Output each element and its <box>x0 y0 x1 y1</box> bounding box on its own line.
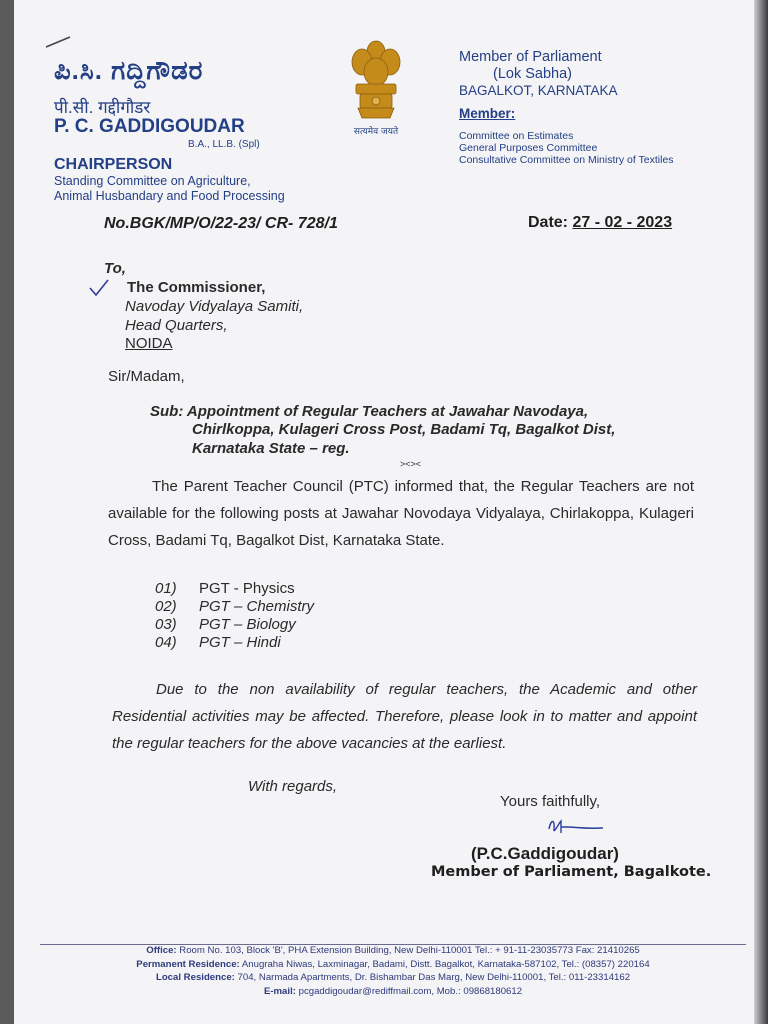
closing-regards: With regards, <box>248 778 338 795</box>
committee-line-1: Standing Committee on Agriculture, <box>54 174 251 188</box>
footer-local-text: 704, Narmada Apartments, Dr. Bishambar Das Marg, New Delhi-110001, Tel.: 011-23314162 <box>237 972 631 983</box>
member-committee-1: Committee on Estimates <box>459 130 574 142</box>
member-committee-2: General Purposes Committee <box>459 142 598 154</box>
address-to: To, <box>104 260 126 277</box>
pen-mark <box>44 35 72 49</box>
post-item-1 <box>155 580 295 597</box>
footer-office-label: Office: <box>146 945 177 956</box>
signatory-title: Member of Parliament, Bagalkote. <box>431 864 712 880</box>
paragraph-1-text: The Parent Teacher Council (PTC) informed that, the Regular Teachers are not available for the following posts at Jawahar Novodaya Vidyalaya, Chirlakoppa, Kulageri Cross, Badami Tq, Bagalkot Dist, Karnataka State. <box>108 478 694 549</box>
post-item-4 <box>155 634 281 651</box>
footer-permanent <box>40 958 746 972</box>
mp-title: Member of Parliament <box>459 49 602 65</box>
post-number: 03) <box>155 616 177 633</box>
name-english: P. C. GADDIGOUDAR <box>54 116 245 137</box>
footer-local <box>40 971 746 985</box>
post-number: 02) <box>155 598 177 615</box>
footer-local-label: Local Residence: <box>155 972 235 983</box>
subject-line-2: Chirlkoppa, Kulageri Cross Post, Badami Tq, Bagalkot Dist, <box>192 421 616 438</box>
date-line <box>528 214 672 232</box>
date-label: Date: <box>528 214 569 231</box>
signature-mark <box>545 815 607 839</box>
member-committee-3: Consultative Committee on Ministry of Textiles <box>459 154 674 166</box>
post-label: PGT – Biology <box>199 616 296 633</box>
name-kannada: ಪಿ.ಸಿ. ಗದ್ದಿಗೌಡರ <box>54 55 204 85</box>
paragraph-2-text: Due to the non availability of regular teachers, the Academic and other Residential activities may be affected. Therefore, please look in to matter and appoint the regular teachers for the above vacancies at the earliest. <box>112 681 697 752</box>
salutation: Sir/Madam, <box>108 368 185 385</box>
footer-email-text: pcgaddigoudar@rediffmail.com, Mob.: 09868180612 <box>298 985 523 997</box>
post-item-2 <box>155 598 314 615</box>
footer-office <box>40 944 746 958</box>
address-line-2: Navoday Vidyalaya Samiti, <box>125 298 304 315</box>
committee-line-2: Animal Husbandary and Food Processing <box>54 189 285 203</box>
national-emblem-icon <box>340 36 412 140</box>
checkmark-icon <box>88 278 110 298</box>
address-line-1: The Commissioner, <box>127 279 266 296</box>
closing-faithfully: Yours faithfully, <box>500 793 601 810</box>
post-number: 04) <box>155 634 177 651</box>
page-edge-shadow <box>754 0 768 1024</box>
address-line-3: Head Quarters, <box>125 317 228 334</box>
subject-line-3: Karnataka State – reg. <box>192 440 350 457</box>
degree: B.A., LL.B. (Spl) <box>188 139 260 150</box>
post-number: 01) <box>155 580 177 597</box>
paragraph-1 <box>108 473 694 554</box>
subject-separator: ><>< <box>400 459 422 469</box>
footer-email-label: E-mail: <box>263 985 296 997</box>
footer <box>40 944 746 998</box>
name-hindi: पी.सी. गद्दीगौडर <box>54 98 151 117</box>
mp-house: (Lok Sabha) <box>493 66 572 82</box>
post-item-3 <box>155 616 296 633</box>
paragraph-2 <box>112 676 697 757</box>
footer-permanent-text: Anugraha Niwas, Laxminagar, Badami, Distt. Bagalkot, Karnataka-587102, Tel.: (08357) 220164 <box>241 958 650 970</box>
chair-title: CHAIRPERSON <box>54 156 173 173</box>
footer-permanent-label: Permanent Residence: <box>136 958 240 970</box>
emblem-motto: सत्यमेव जयते <box>353 127 399 137</box>
member-label: Member: <box>459 106 516 121</box>
subject-line-1: Sub: Appointment of Regular Teachers at Jawahar Navodaya, <box>150 403 589 420</box>
post-label: PGT – Chemistry <box>199 598 315 615</box>
signatory-name: (P.C.Gaddigoudar) <box>471 844 619 863</box>
mp-constituency: BAGALKOT, KARNATAKA <box>459 83 618 98</box>
post-label: PGT – Hindi <box>199 634 281 651</box>
reference-number: No.BGK/MP/O/22-23/ CR- 728/1 <box>104 215 338 232</box>
date-value: 27 - 02 - 2023 <box>572 214 673 231</box>
footer-office-text: Room No. 103, Block 'B', PHA Extension Building, New Delhi-110001 Tel.: + 91-11-23035773 Fax: 21410265 <box>179 945 640 956</box>
footer-email <box>40 985 746 999</box>
address-line-4: NOIDA <box>125 335 173 352</box>
post-label: PGT - Physics <box>199 580 295 597</box>
